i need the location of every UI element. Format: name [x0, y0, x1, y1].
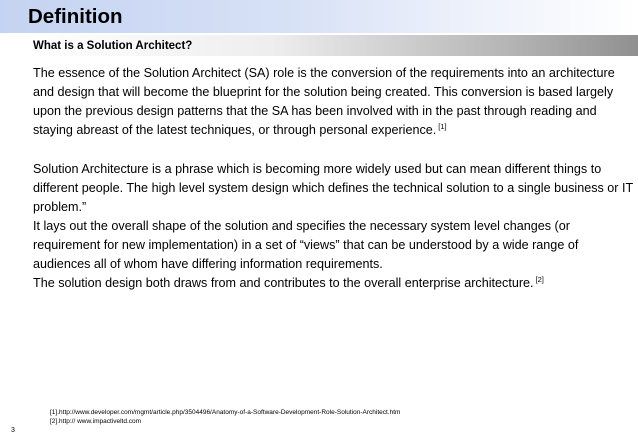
paragraph-solution-design	[33, 274, 633, 294]
paragraph-text: The solution design both draws from and contributes to the overall enterprise architecture.	[33, 276, 534, 290]
slide-title: Definition	[28, 5, 123, 28]
paragraph-sa-role	[33, 64, 633, 141]
footnote-1: [1].http://www.developer.com/mgmt/article.php/3504496/Anatomy-of-a-Software-Development-Role-Solution-Architect.htm	[50, 409, 401, 416]
paragraph-text: The essence of the Solution Architect (SA) role is the conversion of the requirements into an architecture and design that will become the blueprint for the solution being created. This conversion is based largely upon the previous design patterns that the SA has been involved with in the past through reading and staying abreast of the latest techniques, or through personal experience.	[33, 66, 615, 137]
reference-marker: [1]	[438, 122, 447, 131]
footnote-2: [2].http:// www.impactiveltd.com	[50, 418, 142, 425]
body-text	[33, 64, 633, 294]
paragraph-gap	[33, 141, 633, 160]
page-number: 3	[11, 427, 15, 434]
paragraph-overall-shape: It lays out the overall shape of the solution and specifies the necessary system level changes (or requirement for new implementation) in a set of “views” that can be understood by a wide range of audiences all of whom have differing information requirements.	[33, 219, 579, 271]
footnotes	[50, 408, 400, 426]
slide-subtitle: What is a Solution Architect?	[33, 40, 193, 52]
reference-marker: [2]	[535, 275, 544, 284]
paragraph-solution-architecture: Solution Architecture is a phrase which is becoming more widely used but can mean different things to different people. The high level system design which defines the technical solution to a single business or IT problem.”	[33, 162, 633, 214]
